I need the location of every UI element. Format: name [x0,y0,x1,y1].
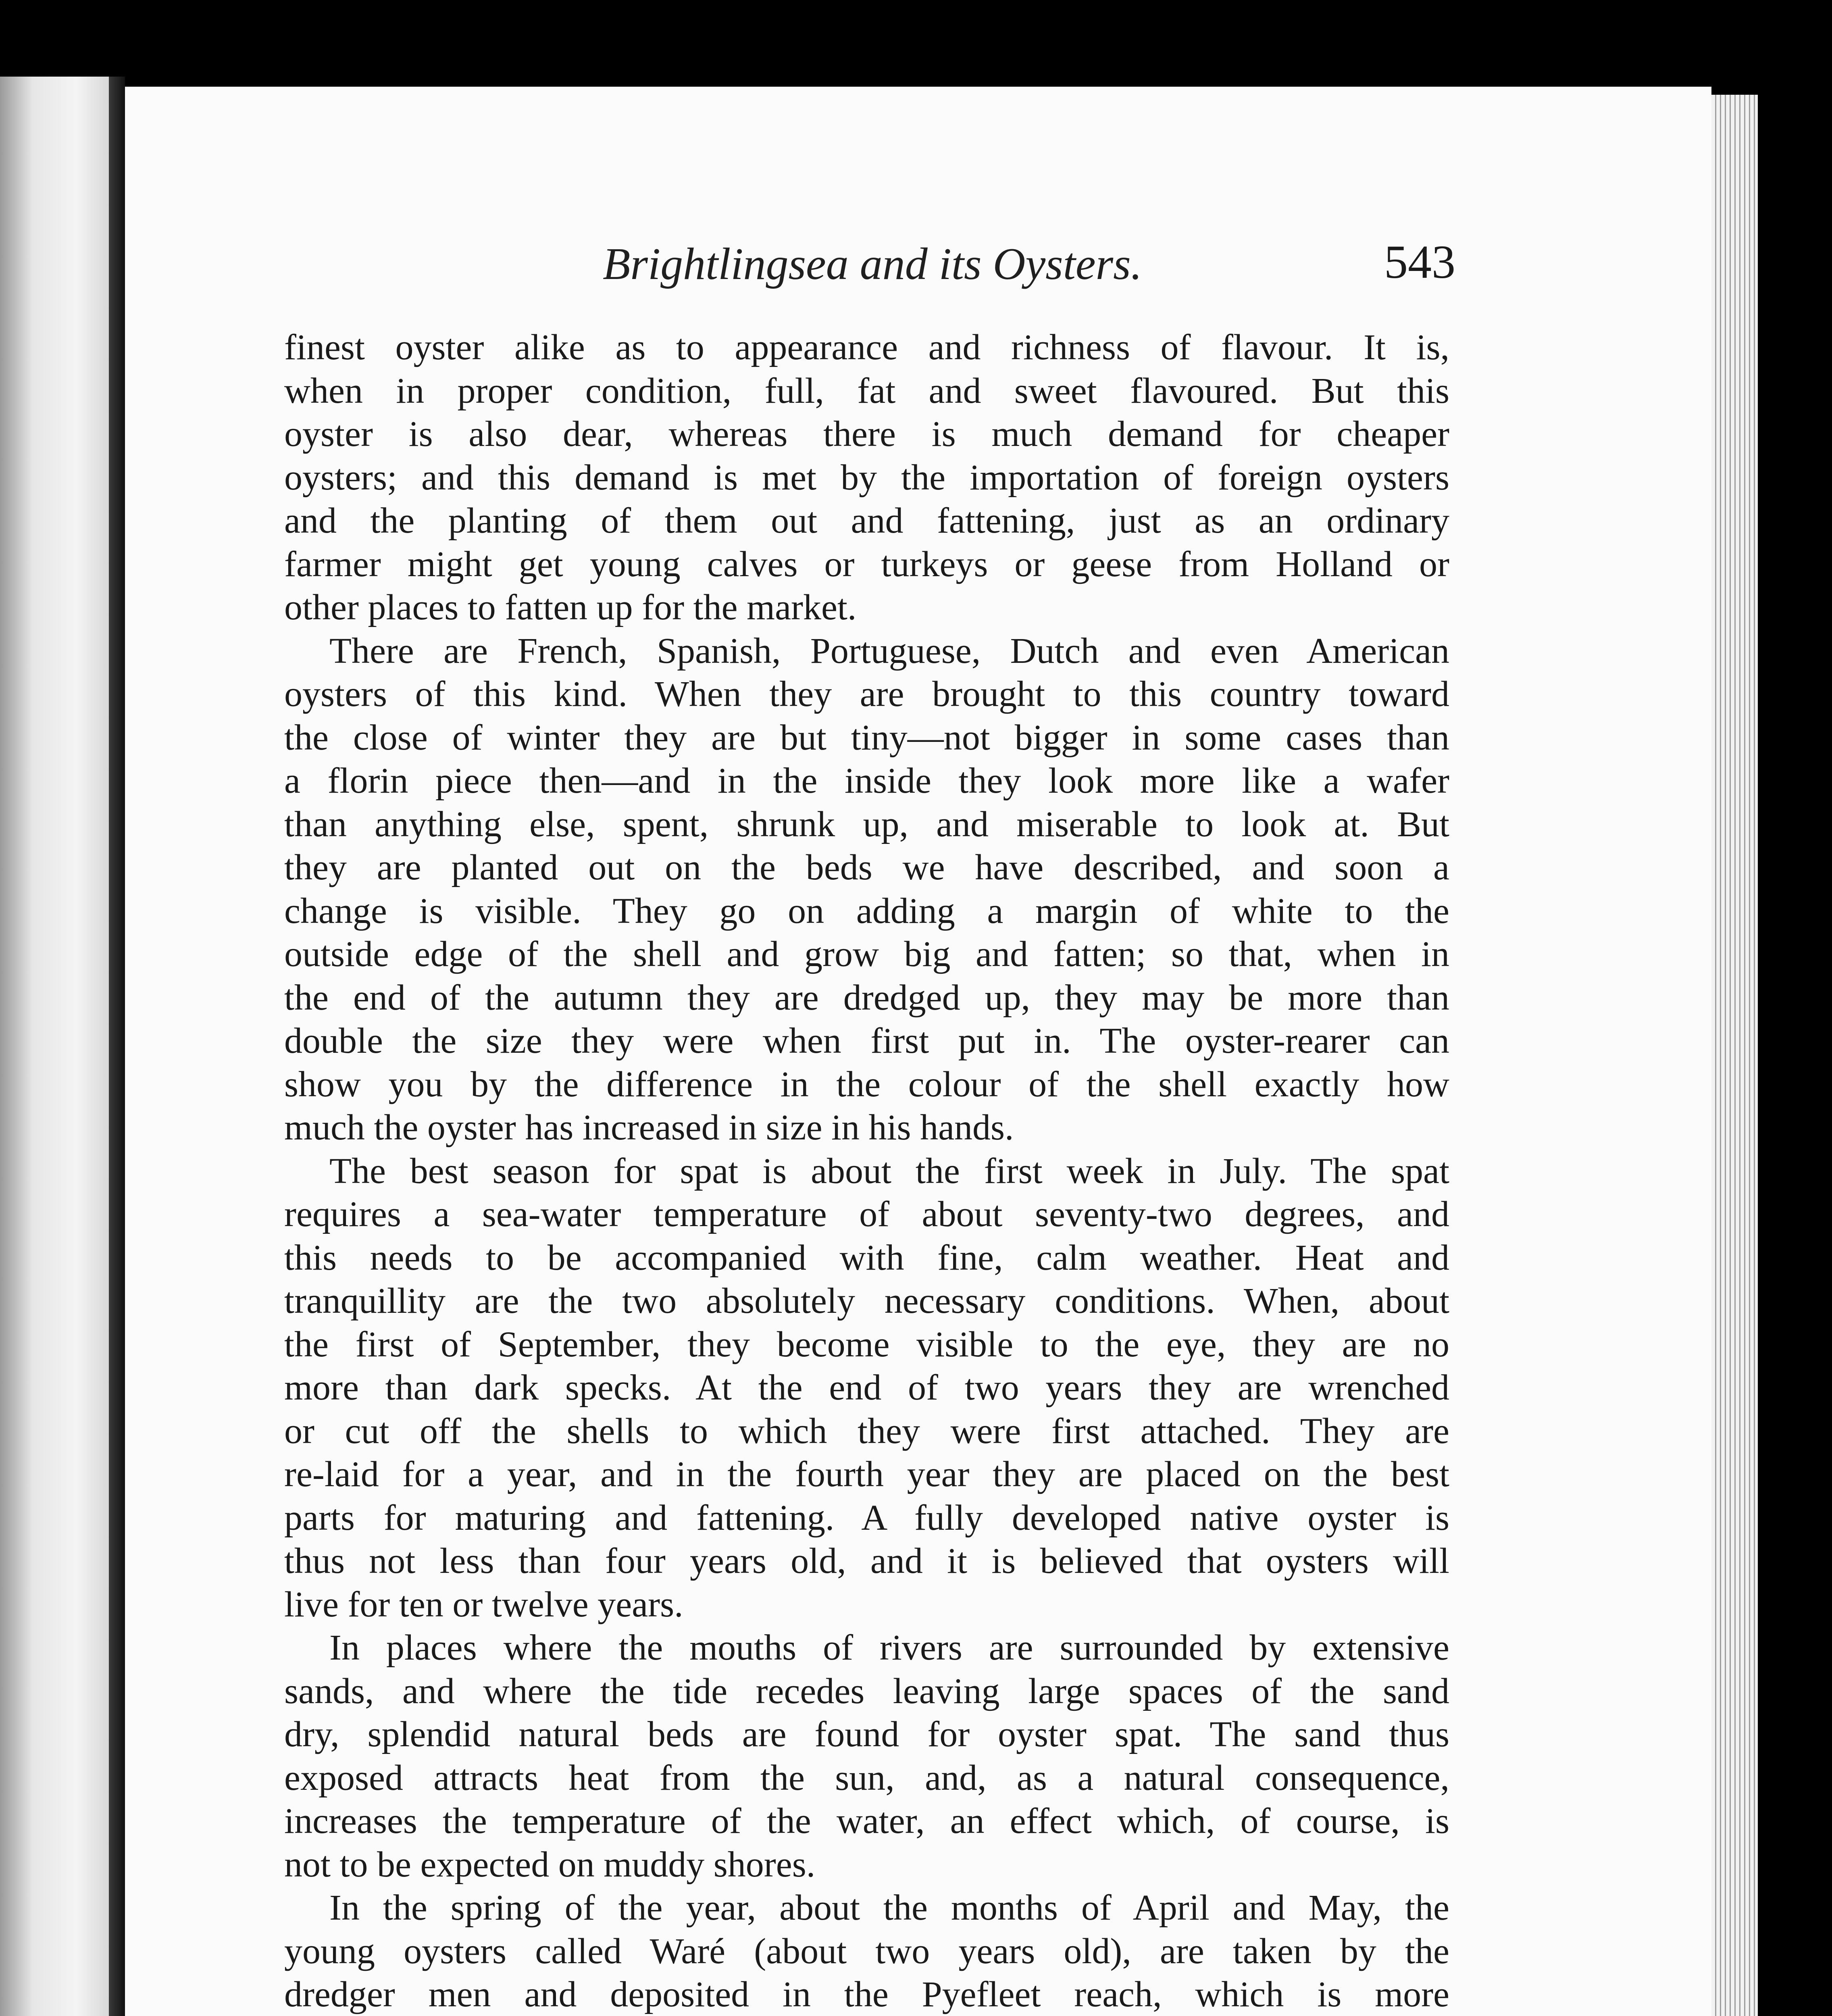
text-line: tranquillity are the two absolutely necessary conditions. When, about [284,1281,1449,1321]
text-line: when in proper condition, full, fat and sweet flavoured. But this [284,371,1449,411]
text-line: dredger men and deposited in the Pyefleet reach, which is more [284,1974,1449,2014]
text-line: There are French, Spanish, Portuguese, Dutch and even American [329,631,1449,671]
text-line: exposed attracts heat from the sun, and, as a natural consequence, [284,1758,1449,1798]
paragraph [284,629,1449,1150]
text-line: farmer might get young calves or turkeys or geese from Holland or [284,544,1449,584]
paragraph [284,1886,1449,2016]
text-line: oysters; and this demand is met by the importation of foreign oysters [284,457,1449,498]
text-line: young oysters called Waré (about two years old), are taken by the [284,1931,1449,1971]
text-line: In the spring of the year, about the months of April and May, the [329,1888,1449,1928]
text-line: a florin piece then—and in the inside they look more like a wafer [284,761,1449,801]
text-line: re-laid for a year, and in the fourth year they are placed on the best [284,1454,1449,1494]
left-page-edge [0,77,109,2016]
text-line: than anything else, spent, shrunk up, and miserable to look at. But [284,804,1449,844]
text-line: the end of the autumn they are dredged up, they may be more than [284,977,1449,1018]
text-line: and the planting of them out and fattening, just as an ordinary [284,501,1449,541]
running-head: Brightlingsea and its Oysters. [603,239,1142,289]
text-line: live for ten or twelve years. [284,1584,683,1624]
text-line: increases the temperature of the water, an effect which, of course, is [284,1801,1449,1841]
paragraph [284,326,1449,629]
text-line: requires a sea-water temperature of about seventy-two degrees, and [284,1194,1449,1234]
page-edges [1711,95,1758,2016]
text-line: other places to fatten up for the market. [284,587,857,627]
text-line: The best season for spat is about the first week in July. The spat [329,1151,1449,1191]
text-line: thus not less than four years old, and it is believed that oysters will [284,1541,1449,1581]
text-line: this needs to be accompanied with fine, calm weather. Heat and [284,1237,1449,1278]
text-line: more than dark specks. At the end of two years they are wrenched [284,1368,1449,1408]
text-line: oyster is also dear, whereas there is much demand for cheaper [284,414,1449,454]
page-number: 543 [1384,235,1455,288]
text-line: oysters of this kind. When they are brought to this country toward [284,674,1449,714]
text-line: they are planted out on the beds we have described, and soon a [284,848,1449,887]
paragraph [284,1150,1449,1627]
text-line: finest oyster alike as to appearance and richness of flavour. It is, [284,327,1449,367]
text-line: show you by the difference in the colour of the shell exactly how [284,1064,1449,1104]
body-text [284,326,1449,2016]
paragraph [284,1626,1449,1886]
text-line: not to be expected on muddy shores. [284,1844,816,1885]
text-line: outside edge of the shell and grow big and fatten; so that, when in [284,934,1449,974]
text-line: the first of September, they become visible to the eye, they are no [284,1324,1449,1364]
text-line: much the oyster has increased in size in his hands. [284,1108,1014,1148]
text-line: sands, and where the tide recedes leaving large spaces of the sand [284,1671,1449,1711]
text-line: parts for maturing and fattening. A fully developed native oyster is [284,1497,1449,1538]
text-line: In places where the mouths of rivers are surrounded by extensive [329,1628,1449,1668]
text-line: change is visible. They go on adding a margin of white to the [284,891,1449,931]
text-line: dry, splendid natural beds are found for oyster spat. The sand thus [284,1714,1449,1754]
text-line: or cut off the shells to which they were first attached. They are [284,1411,1449,1451]
text-line: double the size they were when first put in. The oyster-rearer can [284,1021,1449,1061]
text-line: the close of winter they are but tiny—not bigger in some cases than [284,717,1449,758]
book-gutter [109,77,125,2016]
